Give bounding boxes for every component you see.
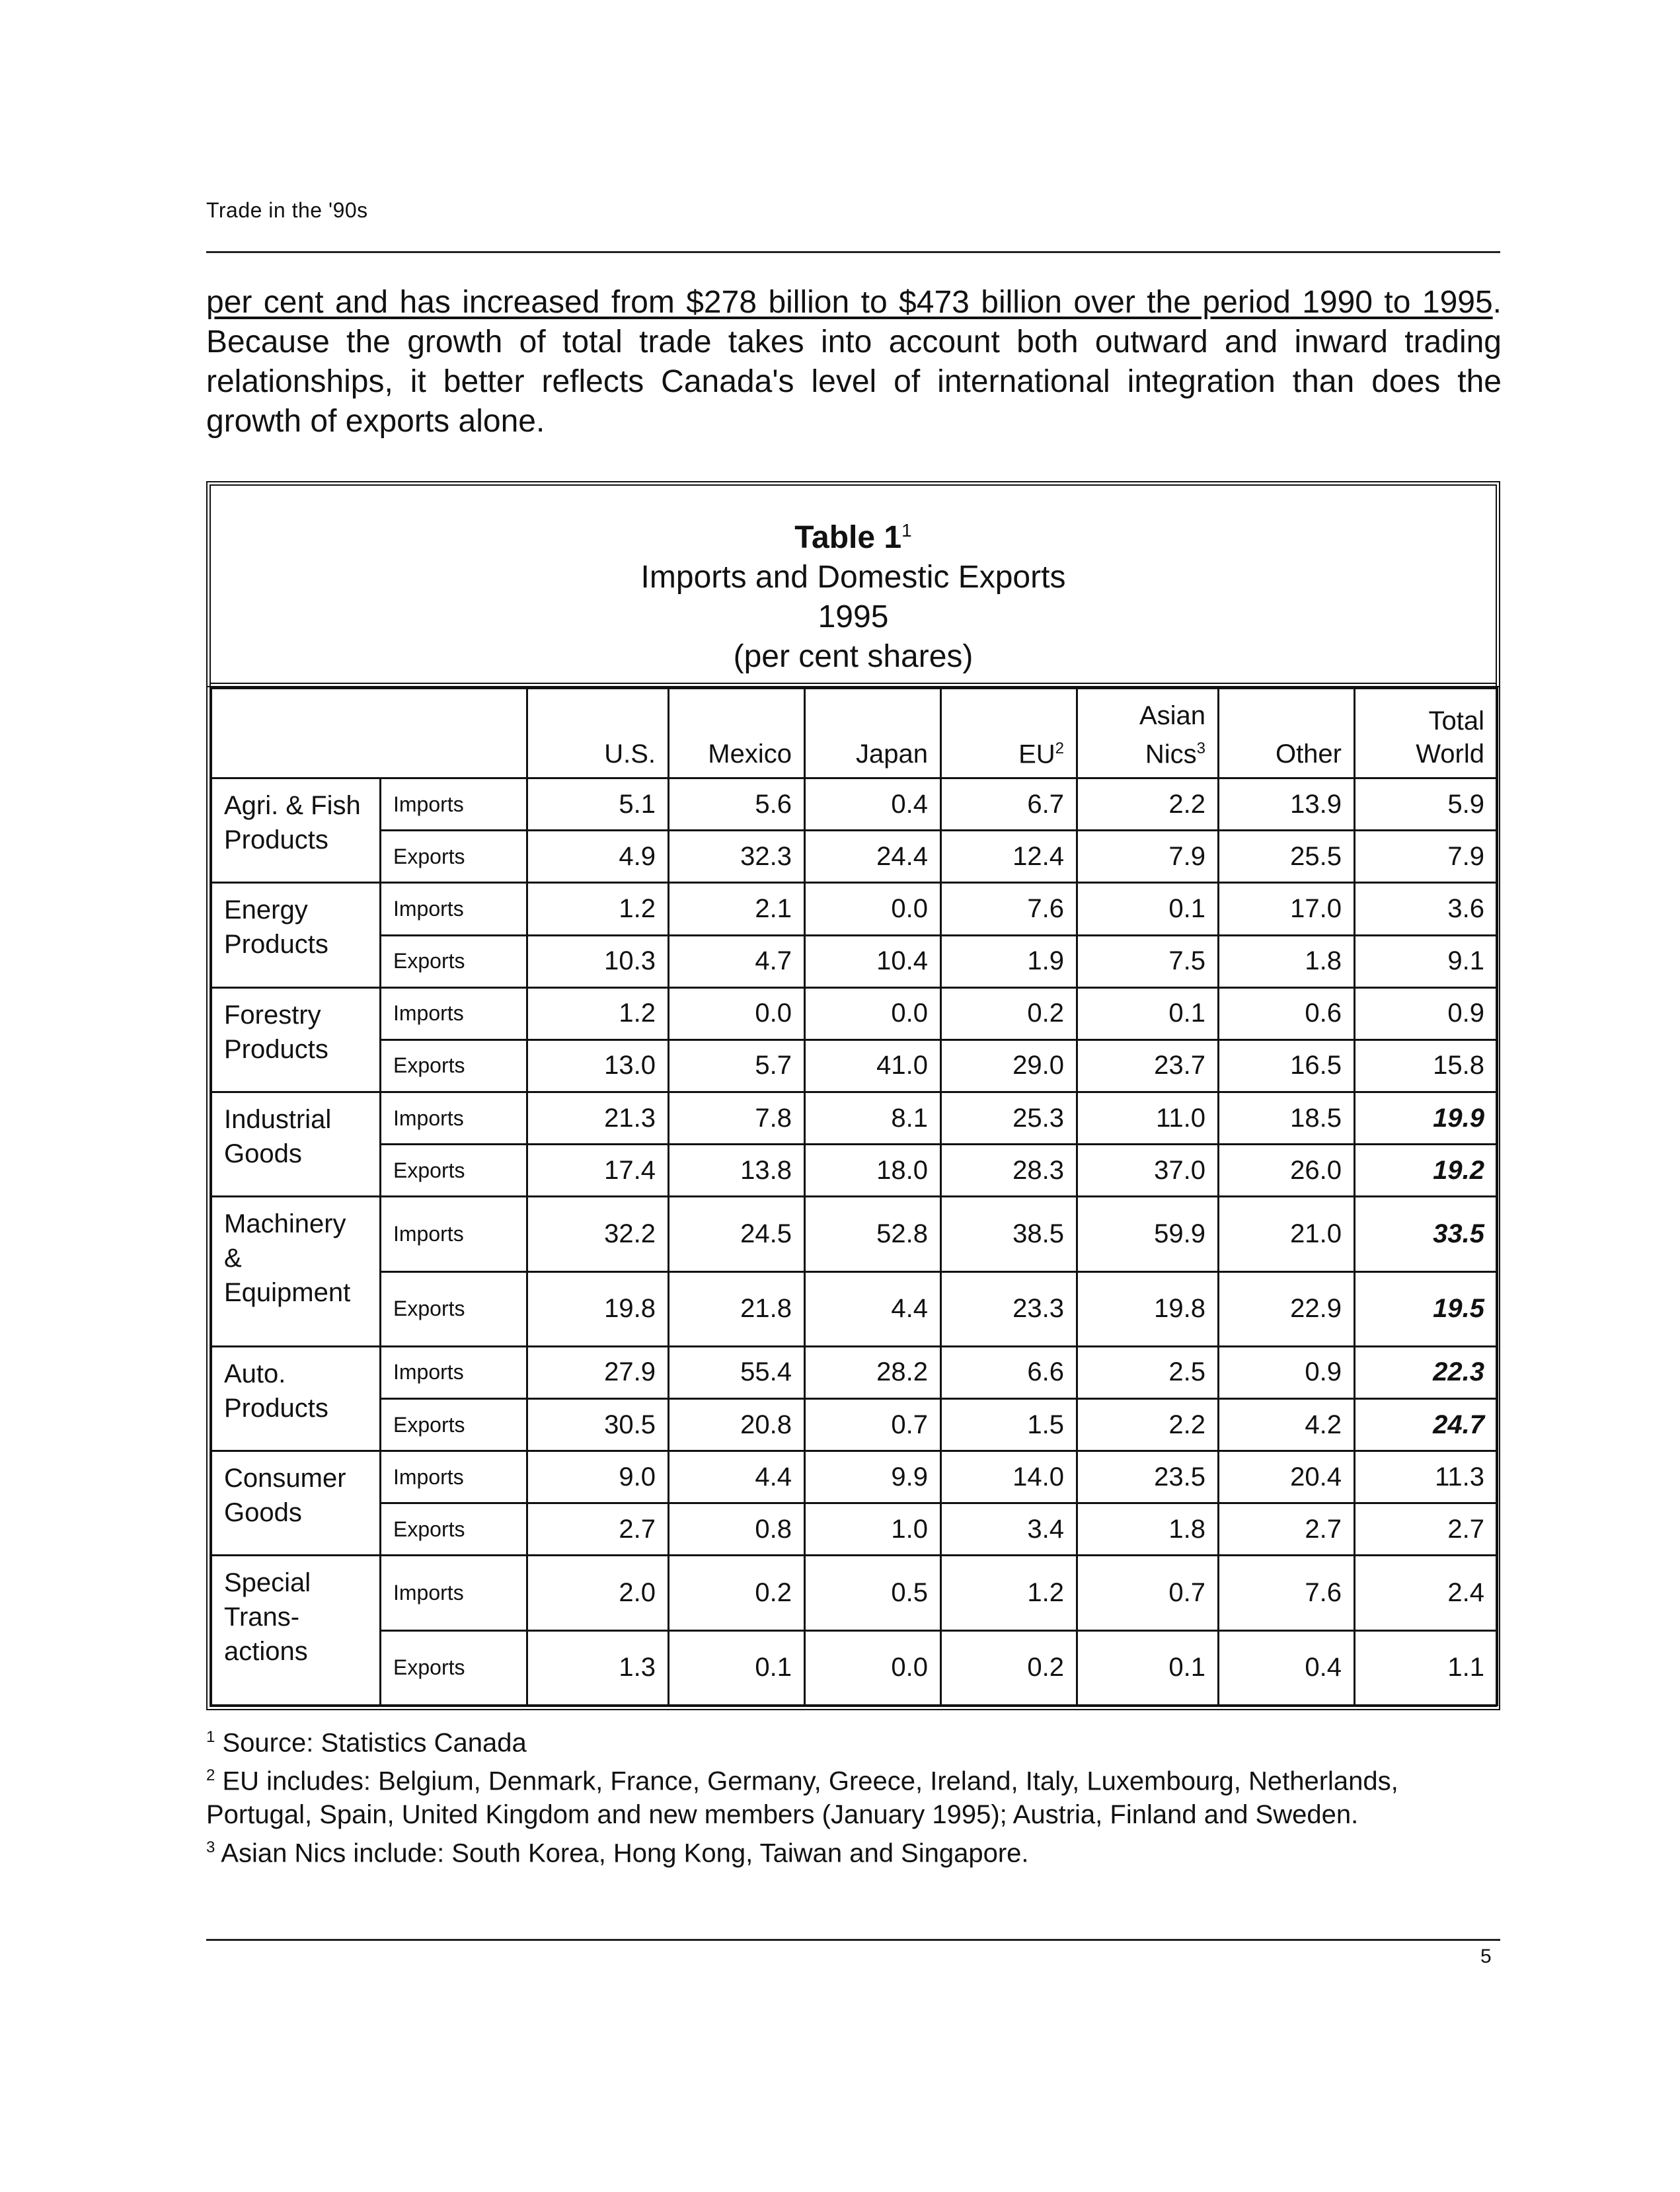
- table-cell: 9.1: [1355, 935, 1498, 987]
- table-cell: 5.7: [669, 1039, 805, 1092]
- column-header-label: Other: [1275, 739, 1342, 769]
- table-cell: 32.2: [527, 1197, 669, 1271]
- table-cell: 23.7: [1077, 1039, 1219, 1092]
- table-cell: 17.4: [527, 1145, 669, 1197]
- table-cell: 24.5: [669, 1197, 805, 1271]
- table-cell: 2.0: [527, 1556, 669, 1630]
- table-row: [211, 935, 1498, 987]
- row-category: Special Trans- actions: [211, 1556, 381, 1706]
- flow-type: Exports: [381, 1145, 527, 1197]
- table-cell: 6.7: [941, 778, 1077, 831]
- table-cell: 2.2: [1077, 778, 1219, 831]
- flow-type: Exports: [381, 831, 527, 883]
- table-cell: 7.9: [1355, 831, 1498, 883]
- table-cell: 0.1: [1077, 1630, 1219, 1705]
- table-cell: 21.0: [1219, 1197, 1355, 1271]
- flow-type: Exports: [381, 1503, 527, 1556]
- row-category: Machinery & Equipment: [211, 1197, 381, 1346]
- table-cell: 4.4: [669, 1451, 805, 1503]
- table-cell: 59.9: [1077, 1197, 1219, 1271]
- table-cell: 12.4: [941, 831, 1077, 883]
- table-row: [211, 1346, 1498, 1398]
- table-cell: 2.7: [1355, 1503, 1498, 1556]
- table-cell: 21.8: [669, 1271, 805, 1346]
- table-row: [211, 1092, 1498, 1145]
- column-header: [805, 689, 941, 778]
- footnote-3: [206, 1831, 1502, 1870]
- flow-type: Imports: [381, 778, 527, 831]
- table-cell: 4.9: [527, 831, 669, 883]
- table-year: 1995: [818, 599, 889, 634]
- table-cell: 24.4: [805, 831, 941, 883]
- table-cell: 0.0: [669, 987, 805, 1039]
- table-row: [211, 1271, 1498, 1346]
- table-cell: 16.5: [1219, 1039, 1355, 1092]
- table-cell: 7.9: [1077, 831, 1219, 883]
- table-cell: 0.4: [1219, 1630, 1355, 1705]
- table-cell: 13.0: [527, 1039, 669, 1092]
- table-cell: 17.0: [1219, 883, 1355, 935]
- table-row: [211, 1039, 1498, 1092]
- flow-type: Imports: [381, 1197, 527, 1271]
- table-cell: 0.8: [669, 1503, 805, 1556]
- table-cell: 6.6: [941, 1346, 1077, 1398]
- table-cell: 7.6: [941, 883, 1077, 935]
- table-cell: 1.1: [1355, 1630, 1498, 1705]
- underlined-text: per cent and has increased from $278 billion to $473 billion over the period 1990 to 1995: [206, 285, 1493, 320]
- table-cell: 30.5: [527, 1398, 669, 1451]
- row-category: Forestry Products: [211, 987, 381, 1092]
- table-cell: 7.8: [669, 1092, 805, 1145]
- row-category: Energy Products: [211, 883, 381, 987]
- column-header: [1077, 689, 1219, 778]
- table-cell: 5.6: [669, 778, 805, 831]
- body-paragraph: [206, 283, 1502, 441]
- header-blank: [211, 689, 527, 778]
- table-cell: 2.5: [1077, 1346, 1219, 1398]
- table-cell: 18.5: [1219, 1092, 1355, 1145]
- footnote-mark: 1: [206, 1728, 215, 1746]
- table-cell: 28.3: [941, 1145, 1077, 1197]
- table-cell: 0.1: [669, 1630, 805, 1705]
- flow-type: Exports: [381, 935, 527, 987]
- table-cell: 19.9: [1355, 1092, 1498, 1145]
- table-cell: 23.5: [1077, 1451, 1219, 1503]
- table-cell: 8.1: [805, 1092, 941, 1145]
- table-cell: 41.0: [805, 1039, 941, 1092]
- table-cell: 11.0: [1077, 1092, 1219, 1145]
- table-cell: 1.8: [1077, 1503, 1219, 1556]
- column-header: [527, 689, 669, 778]
- table-cell: 0.4: [805, 778, 941, 831]
- table-cell: 14.0: [941, 1451, 1077, 1503]
- table-cell: 0.5: [805, 1556, 941, 1630]
- table-cell: 0.7: [805, 1398, 941, 1451]
- table-title: Table 1: [794, 520, 902, 555]
- body-text: . Because the growth of total trade takes into account both outward and inward trading relationships, it better reflects Canada's level of international integration than does the growth of exports alone.: [206, 285, 1502, 439]
- column-header-label: Asian Nics: [1139, 700, 1205, 769]
- table-cell: 0.2: [941, 987, 1077, 1039]
- table-cell: 0.0: [805, 883, 941, 935]
- table-cell: 0.7: [1077, 1556, 1219, 1630]
- table-cell: 2.4: [1355, 1556, 1498, 1630]
- table-cell: 21.3: [527, 1092, 669, 1145]
- table-cell: 15.8: [1355, 1039, 1498, 1092]
- table-cell: 25.5: [1219, 831, 1355, 883]
- table-cell: 5.1: [527, 778, 669, 831]
- table-title-footnote-mark: 1: [901, 520, 912, 541]
- table-cell: 1.0: [805, 1503, 941, 1556]
- table-row: [211, 1556, 1498, 1630]
- table-cell: 3.4: [941, 1503, 1077, 1556]
- table-cell: 10.3: [527, 935, 669, 987]
- footnotes: [206, 1721, 1502, 1870]
- table-row: [211, 1451, 1498, 1503]
- table-cell: 38.5: [941, 1197, 1077, 1271]
- table-cell: 1.2: [527, 883, 669, 935]
- row-category: Industrial Goods: [211, 1092, 381, 1197]
- flow-type: Imports: [381, 1556, 527, 1630]
- running-head: Trade in the '90s: [206, 198, 368, 222]
- column-header-footnote-mark: 2: [1055, 739, 1064, 757]
- table-cell: 4.7: [669, 935, 805, 987]
- footnote-mark: 3: [206, 1838, 215, 1856]
- table-cell: 0.2: [941, 1630, 1077, 1705]
- row-category: Auto. Products: [211, 1346, 381, 1451]
- table-cell: 25.3: [941, 1092, 1077, 1145]
- table-cell: 1.8: [1219, 935, 1355, 987]
- table-cell: 11.3: [1355, 1451, 1498, 1503]
- footnote-text: Source: Statistics Canada: [222, 1728, 527, 1758]
- table-cell: 7.6: [1219, 1556, 1355, 1630]
- table-cell: 26.0: [1219, 1145, 1355, 1197]
- table-cell: 27.9: [527, 1346, 669, 1398]
- header-rule: [206, 251, 1500, 253]
- flow-type: Imports: [381, 987, 527, 1039]
- table-cell: 18.0: [805, 1145, 941, 1197]
- table-body: [211, 778, 1498, 1706]
- table-row: [211, 987, 1498, 1039]
- table-row: [211, 1503, 1498, 1556]
- flow-type: Imports: [381, 1451, 527, 1503]
- table-cell: 29.0: [941, 1039, 1077, 1092]
- footer-rule: [206, 1939, 1500, 1941]
- footnote-mark: 2: [206, 1766, 215, 1785]
- table-cell: 3.6: [1355, 883, 1498, 935]
- table-cell: 2.7: [1219, 1503, 1355, 1556]
- flow-type: Exports: [381, 1630, 527, 1705]
- table-cell: 32.3: [669, 831, 805, 883]
- table-cell: 52.8: [805, 1197, 941, 1271]
- table-cell: 2.7: [527, 1503, 669, 1556]
- table-cell: 0.6: [1219, 987, 1355, 1039]
- table-cell: 19.8: [1077, 1271, 1219, 1346]
- row-category: Agri. & Fish Products: [211, 778, 381, 883]
- table-cell: 4.4: [805, 1271, 941, 1346]
- table-row: [211, 831, 1498, 883]
- flow-type: Imports: [381, 1346, 527, 1398]
- column-header: [669, 689, 805, 778]
- table-cell: 24.7: [1355, 1398, 1498, 1451]
- table-cell: 0.1: [1077, 883, 1219, 935]
- flow-type: Exports: [381, 1398, 527, 1451]
- row-category: Consumer Goods: [211, 1451, 381, 1556]
- column-header-label: U.S.: [604, 739, 656, 769]
- table-cell: 13.8: [669, 1145, 805, 1197]
- flow-type: Exports: [381, 1271, 527, 1346]
- table-cell: 0.2: [669, 1556, 805, 1630]
- table-cell: 0.9: [1219, 1346, 1355, 1398]
- column-header-label: Total World: [1416, 706, 1484, 769]
- flow-type: Exports: [381, 1039, 527, 1092]
- column-header-label: Japan: [856, 739, 928, 769]
- table-cell: 0.1: [1077, 987, 1219, 1039]
- table-cell: 20.4: [1219, 1451, 1355, 1503]
- table-cell: 9.9: [805, 1451, 941, 1503]
- table-cell: 19.5: [1355, 1271, 1498, 1346]
- column-header: [941, 689, 1077, 778]
- table-cell: 2.2: [1077, 1398, 1219, 1451]
- table-cell: 1.2: [941, 1556, 1077, 1630]
- table-row: [211, 1145, 1498, 1197]
- table-cell: 1.9: [941, 935, 1077, 987]
- table-row: [211, 1630, 1498, 1705]
- flow-type: Imports: [381, 1092, 527, 1145]
- table-cell: 0.9: [1355, 987, 1498, 1039]
- table-cell: 37.0: [1077, 1145, 1219, 1197]
- table-cell: 1.3: [527, 1630, 669, 1705]
- table-cell: 10.4: [805, 935, 941, 987]
- trade-share-table: [210, 687, 1498, 1706]
- table-cell: 28.2: [805, 1346, 941, 1398]
- table-cell: 2.1: [669, 883, 805, 935]
- table-row: [211, 1197, 1498, 1271]
- table-cell: 22.9: [1219, 1271, 1355, 1346]
- table-row: [211, 883, 1498, 935]
- table-cell: 7.5: [1077, 935, 1219, 987]
- table-cell: 55.4: [669, 1346, 805, 1398]
- table-cell: 22.3: [1355, 1346, 1498, 1398]
- footnote-text: EU includes: Belgium, Denmark, France, Germany, Greece, Ireland, Italy, Luxembourg, Netherlands, Portugal, Spain, United Kingdom and new members (January 1995); Austria, Finland and Sweden.: [206, 1766, 1398, 1829]
- flow-type: Imports: [381, 883, 527, 935]
- table-cell: 33.5: [1355, 1197, 1498, 1271]
- table-cell: 19.2: [1355, 1145, 1498, 1197]
- table-unit: (per cent shares): [733, 639, 974, 674]
- table-cell: 9.0: [527, 1451, 669, 1503]
- table-cell: 13.9: [1219, 778, 1355, 831]
- column-header-label: EU: [1018, 739, 1055, 769]
- table-cell: 1.2: [527, 987, 669, 1039]
- table-cell: 1.5: [941, 1398, 1077, 1451]
- column-header: [1355, 689, 1498, 778]
- table-cell: 23.3: [941, 1271, 1077, 1346]
- table-cell: 4.2: [1219, 1398, 1355, 1451]
- column-header: [1219, 689, 1355, 778]
- table-cell: 20.8: [669, 1398, 805, 1451]
- table-row: [211, 778, 1498, 831]
- footnote-text: Asian Nics include: South Korea, Hong Kong, Taiwan and Singapore.: [221, 1838, 1029, 1868]
- footnote-1: [206, 1721, 1502, 1759]
- table-subtitle: Imports and Domestic Exports: [640, 560, 1066, 595]
- footnote-2: [206, 1759, 1502, 1831]
- column-header-footnote-mark: 3: [1196, 739, 1205, 757]
- table-row: [211, 1398, 1498, 1451]
- table-cell: 5.9: [1355, 778, 1498, 831]
- column-header-label: Mexico: [708, 739, 792, 769]
- table-cell: 0.0: [805, 987, 941, 1039]
- table-cell: 0.0: [805, 1630, 941, 1705]
- column-header-row: [211, 689, 1498, 778]
- table-cell: 19.8: [527, 1271, 669, 1346]
- page-number: 5: [1480, 1946, 1492, 1967]
